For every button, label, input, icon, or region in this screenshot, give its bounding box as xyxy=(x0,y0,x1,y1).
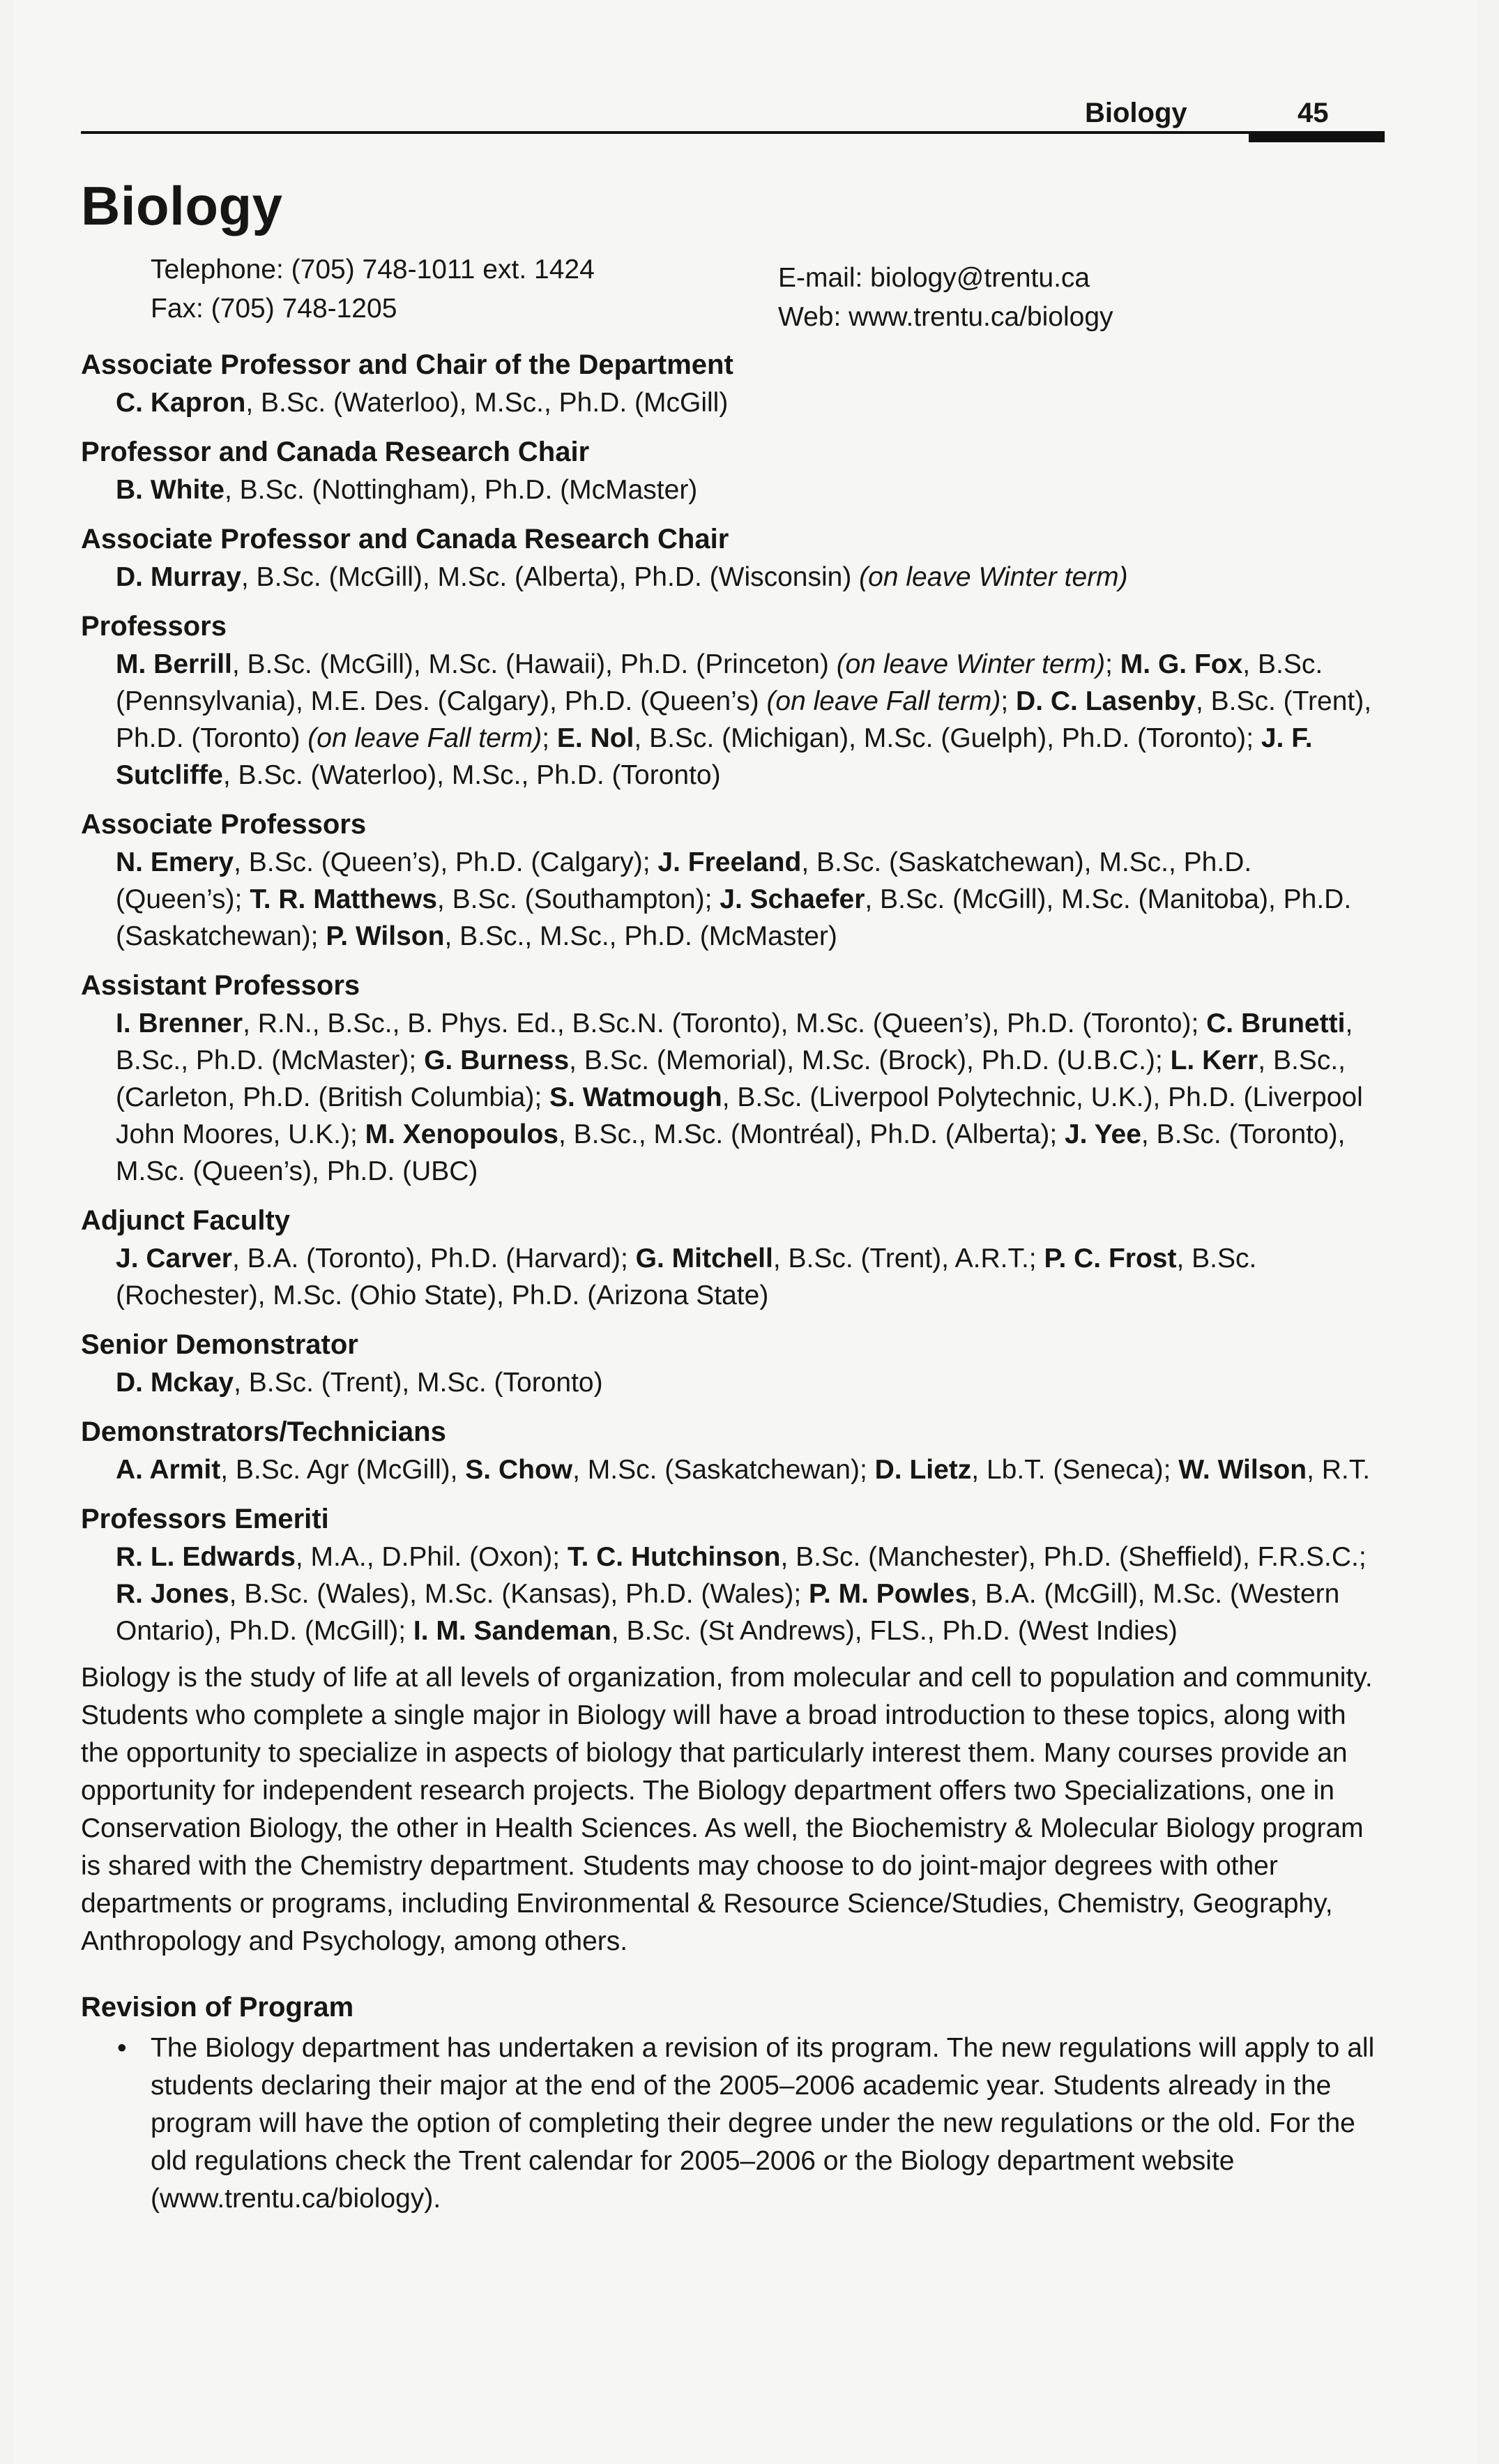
contact-block xyxy=(151,250,1385,334)
revision-heading: Revision of Program xyxy=(81,1991,354,2023)
faculty-entry xyxy=(326,921,837,951)
faculty-separator: ; xyxy=(1105,649,1120,679)
faculty-name: B. White xyxy=(116,474,225,505)
faculty-credentials: , B.Sc. (Memorial), M.Sc. (Brock), Ph.D. (U.B.C.) xyxy=(569,1045,1155,1075)
faculty-name: A. Armit xyxy=(116,1454,221,1485)
faculty-credentials: , B.Sc. (Rochester), M.Sc. (Ohio State), Ph.D. (Arizona State) xyxy=(116,1243,1257,1310)
faculty-group-members xyxy=(116,384,1385,421)
faculty-credentials: , B.Sc. (Liverpool Polytechnic, U.K.), Ph.D. (Liverpool John Moores, U.K.) xyxy=(116,1082,1363,1149)
running-header xyxy=(81,89,1385,152)
faculty-leave-note: (on leave Fall term) xyxy=(766,686,1001,716)
faculty-name: P. C. Frost xyxy=(1044,1243,1177,1273)
faculty-separator: ; xyxy=(1049,1119,1065,1149)
faculty-group-heading: Associate Professor and Canada Research Chair xyxy=(81,523,729,554)
telephone-line: Telephone: (705) 748-1011 ext. 1424 xyxy=(151,254,595,285)
faculty-credentials: , M.Sc. (Saskatchewan) xyxy=(572,1454,860,1485)
faculty-separator: ; xyxy=(1191,1008,1207,1038)
header-rule-tab xyxy=(1249,131,1385,142)
faculty-credentials: , B.A. (Toronto), Ph.D. (Harvard) xyxy=(231,1243,621,1273)
faculty-entry xyxy=(568,1542,1367,1572)
faculty-entry xyxy=(116,1455,465,1485)
faculty-name: J. Schaefer xyxy=(720,884,865,914)
faculty-entry xyxy=(465,1455,874,1485)
revision-bullet-item xyxy=(81,2030,1385,2218)
faculty-entry xyxy=(1178,1455,1370,1485)
faculty-credentials: , M.A., D.Phil. (Oxon) xyxy=(295,1541,553,1572)
faculty-group-members xyxy=(116,844,1385,955)
faculty-group-heading: Adjunct Faculty xyxy=(81,1204,291,1236)
faculty-entry xyxy=(557,723,1261,753)
faculty-entry xyxy=(413,1616,1178,1646)
page-title: Biology xyxy=(81,175,283,236)
faculty-name: D. Murray xyxy=(116,561,241,592)
faculty-entry xyxy=(875,1455,1179,1485)
faculty-name: M. G. Fox xyxy=(1120,649,1243,679)
revision-list xyxy=(81,2030,1385,2218)
faculty-credentials: , R.N., B.Sc., B. Phys. Ed., B.Sc.N. (Toronto), M.Sc. (Queen’s), Ph.D. (Toronto) xyxy=(243,1008,1192,1038)
faculty-name: S. Watmough xyxy=(549,1082,722,1112)
faculty-credentials: , B.Sc. (Nottingham), Ph.D. (McMaster) xyxy=(224,474,698,505)
fax-line: Fax: (705) 748-1205 xyxy=(151,293,397,324)
faculty-credentials: , B.Sc. (Southampton) xyxy=(436,884,705,914)
faculty-leave-note: (on leave Winter term) xyxy=(859,561,1128,592)
faculty-group-members xyxy=(116,559,1385,596)
paper xyxy=(13,0,1477,2464)
faculty-separator: ; xyxy=(1246,723,1261,753)
faculty-credentials: , B.Sc. (Waterloo), M.Sc., Ph.D. (McGill) xyxy=(245,387,729,418)
faculty-name: N. Emery xyxy=(116,847,234,877)
faculty-group xyxy=(81,1499,1385,1649)
faculty-name: C. Kapron xyxy=(116,387,246,418)
faculty-name: R. Jones xyxy=(116,1578,229,1609)
faculty-credentials: , B.Sc., Ph.D. (McMaster) xyxy=(116,1008,1353,1075)
faculty-name: R. L. Edwards xyxy=(116,1541,296,1572)
faculty-entry xyxy=(116,388,728,418)
faculty-separator: ; xyxy=(234,884,250,914)
faculty-entry xyxy=(116,1579,809,1609)
faculty-credentials: , B.Sc. (Queen’s), Ph.D. (Calgary) xyxy=(234,847,643,877)
faculty-name: D. Mckay xyxy=(116,1367,234,1398)
running-header-section: Biology xyxy=(1085,98,1187,128)
faculty-entry xyxy=(116,1244,636,1273)
faculty-name: J. Freeland xyxy=(657,847,802,877)
faculty-leave-note: (on leave Winter term) xyxy=(836,649,1106,679)
faculty-separator: ; xyxy=(1163,1454,1179,1485)
faculty-group xyxy=(81,520,1385,596)
faculty-credentials: , B.Sc. (McGill), M.Sc. (Hawaii), Ph.D. (Princeton) xyxy=(231,649,837,679)
faculty-name: E. Nol xyxy=(556,723,634,753)
faculty-group-members xyxy=(116,1364,1385,1401)
faculty-name: L. Kerr xyxy=(1170,1045,1258,1075)
faculty-name: M. Xenopoulos xyxy=(365,1119,558,1149)
faculty-entry xyxy=(116,847,657,877)
faculty-credentials: , B.Sc. (Trent), Ph.D. (Toronto) xyxy=(116,686,1372,753)
faculty-group xyxy=(81,805,1385,955)
faculty-separator: ; xyxy=(349,1119,365,1149)
email-line: E-mail: biology@trentu.ca xyxy=(778,262,1090,293)
faculty-separator: ; xyxy=(859,1454,875,1485)
intro-paragraph: Biology is the study of life at all levels of organization, from molecular and cell to population and community. Students who complete a single major in Biology will have a broad introduction to these topics, along with the opportunity to specialize in aspects of biology that particularly interest them. Many courses provide an opportunity for independent research projects. The Biology department offers two Specializations, one in Conservation Biology, the other in Health Sciences. As well, the Biochemistry & Molecular Biology program is shared with the Chemistry department. Students may choose to do joint-major degrees with other departments or programs, including Environmental & Resource Science/Studies, Chemistry, Geography, Anthropology and Psychology, among others. xyxy=(81,1662,1373,1956)
faculty-separator: ; xyxy=(793,1578,809,1609)
faculty-group-heading: Professors Emeriti xyxy=(81,1503,329,1534)
faculty-credentials: , B.Sc. (Waterloo), M.Sc., Ph.D. (Toronto) xyxy=(222,759,721,790)
header-rule xyxy=(81,131,1385,134)
faculty-group-heading: Professors xyxy=(81,610,227,642)
faculty-entry xyxy=(365,1119,1065,1149)
faculty-credentials: , B.Sc. Agr (McGill) xyxy=(220,1454,450,1485)
faculty-name: T. C. Hutchinson xyxy=(567,1541,781,1572)
faculty-separator: ; xyxy=(542,723,557,753)
faculty-group-members xyxy=(116,646,1385,794)
faculty-entry xyxy=(116,562,1128,592)
faculty-name: G. Burness xyxy=(424,1045,570,1075)
faculty-separator: ; xyxy=(642,847,658,877)
faculty-entry xyxy=(636,1244,1044,1273)
faculty-credentials: , B.Sc. (Saskatchewan), M.Sc., Ph.D. (Queen’s) xyxy=(116,847,1252,914)
faculty-separator: ; xyxy=(398,1615,413,1646)
faculty-group xyxy=(81,1412,1385,1488)
faculty-credentials: , B.Sc., M.Sc. (Montréal), Ph.D. (Alberta) xyxy=(558,1119,1050,1149)
faculty-name: J. F. Sutcliffe xyxy=(116,723,1313,790)
faculty-group-members xyxy=(116,1005,1385,1190)
faculty-group-members xyxy=(116,1240,1385,1314)
faculty-entry xyxy=(116,649,1120,679)
faculty-credentials: , B.Sc. (St Andrews), FLS., Ph.D. (West Indies) xyxy=(611,1615,1178,1646)
faculty-entry xyxy=(116,475,697,505)
faculty-credentials: , B.Sc. (Pennsylvania), M.E. Des. (Calgary), Ph.D. (Queen’s) xyxy=(116,649,1323,716)
faculty-entry xyxy=(424,1045,1171,1075)
faculty-listing xyxy=(81,345,1385,1649)
faculty-separator: , xyxy=(450,1454,466,1485)
faculty-group-heading: Associate Professors xyxy=(81,808,367,840)
faculty-credentials: , B.Sc. (McGill), M.Sc. (Alberta), Ph.D. (Wisconsin) xyxy=(241,561,860,592)
bullet-icon: • xyxy=(117,2032,127,2063)
faculty-name: J. Carver xyxy=(116,1243,232,1273)
faculty-group-members xyxy=(116,1539,1385,1649)
faculty-name: P. Wilson xyxy=(326,921,445,951)
faculty-entry xyxy=(116,1542,568,1572)
faculty-group-heading: Associate Professor and Chair of the Department xyxy=(81,349,733,380)
faculty-separator: ; xyxy=(409,1045,425,1075)
faculty-credentials: , Lb.T. (Seneca) xyxy=(971,1454,1164,1485)
faculty-name: I. M. Sandeman xyxy=(413,1615,611,1646)
faculty-credentials: , B.Sc. (Toronto), M.Sc. (Queen’s), Ph.D. (UBC) xyxy=(116,1119,1346,1186)
faculty-name: T. R. Matthews xyxy=(250,884,437,914)
faculty-group-heading: Professor and Canada Research Chair xyxy=(81,436,590,467)
faculty-name: D. C. Lasenby xyxy=(1016,686,1196,716)
faculty-group xyxy=(81,432,1385,508)
faculty-separator: ; xyxy=(1000,686,1017,716)
faculty-credentials: , B.Sc. (Michigan), M.Sc. (Guelph), Ph.D. (Toronto) xyxy=(634,723,1247,753)
faculty-name: D. Lietz xyxy=(874,1454,972,1485)
faculty-credentials: , B.Sc. (Wales), M.Sc. (Kansas), Ph.D. (Wales) xyxy=(229,1578,794,1609)
faculty-group xyxy=(81,345,1385,421)
contact-email-web xyxy=(778,259,1113,337)
faculty-separator: ; xyxy=(620,1243,636,1273)
web-line: Web: www.trentu.ca/biology xyxy=(778,301,1113,332)
faculty-name: M. Berrill xyxy=(116,649,232,679)
faculty-separator: ; xyxy=(1155,1045,1171,1075)
faculty-group xyxy=(81,1325,1385,1401)
faculty-group-members xyxy=(116,471,1385,508)
faculty-entry xyxy=(250,884,720,914)
faculty-separator: ; xyxy=(310,921,326,951)
faculty-name: W. Wilson xyxy=(1178,1454,1307,1485)
faculty-group xyxy=(81,607,1385,794)
faculty-name: G. Mitchell xyxy=(635,1243,773,1273)
main-content xyxy=(81,175,1385,2218)
faculty-credentials: , B.Sc. (Manchester), Ph.D. (Sheffield), F.R.S.C. xyxy=(780,1541,1359,1572)
faculty-separator: ; xyxy=(704,884,720,914)
faculty-group xyxy=(81,1201,1385,1314)
faculty-entry xyxy=(116,1368,603,1398)
revision-bullet-text: The Biology department has undertaken a revision of its program. The new regulations will apply to all students declaring their major at the end of the 2005–2006 academic year. Students already in the program will have the option of completing their degree under the new regulations or the old. For the old regulations check the Trent calendar for 2005–2006 or the Biology department website (www.trentu.ca/biology). xyxy=(151,2032,1375,2214)
faculty-name: I. Brenner xyxy=(116,1008,243,1038)
faculty-separator: ; xyxy=(1358,1541,1367,1572)
faculty-name: P. M. Powles xyxy=(808,1578,971,1609)
faculty-name: J. Yee xyxy=(1064,1119,1141,1149)
faculty-group-heading: Assistant Professors xyxy=(81,969,360,1001)
faculty-separator: ; xyxy=(1028,1243,1044,1273)
faculty-credentials: , B.Sc. (McGill), M.Sc. (Manitoba), Ph.D. (Saskatchewan) xyxy=(116,884,1352,951)
faculty-group-members xyxy=(116,1451,1385,1488)
contact-phone-fax xyxy=(151,250,595,328)
faculty-credentials: , B.Sc. (Trent), A.R.T. xyxy=(773,1243,1029,1273)
faculty-credentials: , B.Sc. (Trent), M.Sc. (Toronto) xyxy=(234,1367,603,1398)
faculty-credentials: , B.A. (McGill), M.Sc. (Western Ontario), Ph.D. (McGill) xyxy=(116,1578,1340,1646)
faculty-leave-note: (on leave Fall term) xyxy=(307,723,542,753)
faculty-entry xyxy=(116,1008,1206,1038)
faculty-credentials: , B.Sc.,(Carleton, Ph.D. (British Columbia) xyxy=(116,1045,1346,1112)
faculty-group-heading: Senior Demonstrator xyxy=(81,1329,358,1360)
faculty-name: C. Brunetti xyxy=(1206,1008,1346,1038)
faculty-credentials: , R.T. xyxy=(1307,1454,1371,1485)
faculty-group-heading: Demonstrators/Technicians xyxy=(81,1416,446,1447)
faculty-group xyxy=(81,966,1385,1190)
page-number: 45 xyxy=(1298,98,1329,128)
faculty-separator: ; xyxy=(552,1541,568,1572)
faculty-separator: ; xyxy=(534,1082,550,1112)
faculty-name: S. Chow xyxy=(465,1454,573,1485)
faculty-credentials: , B.Sc., M.Sc., Ph.D. (McMaster) xyxy=(444,921,837,951)
